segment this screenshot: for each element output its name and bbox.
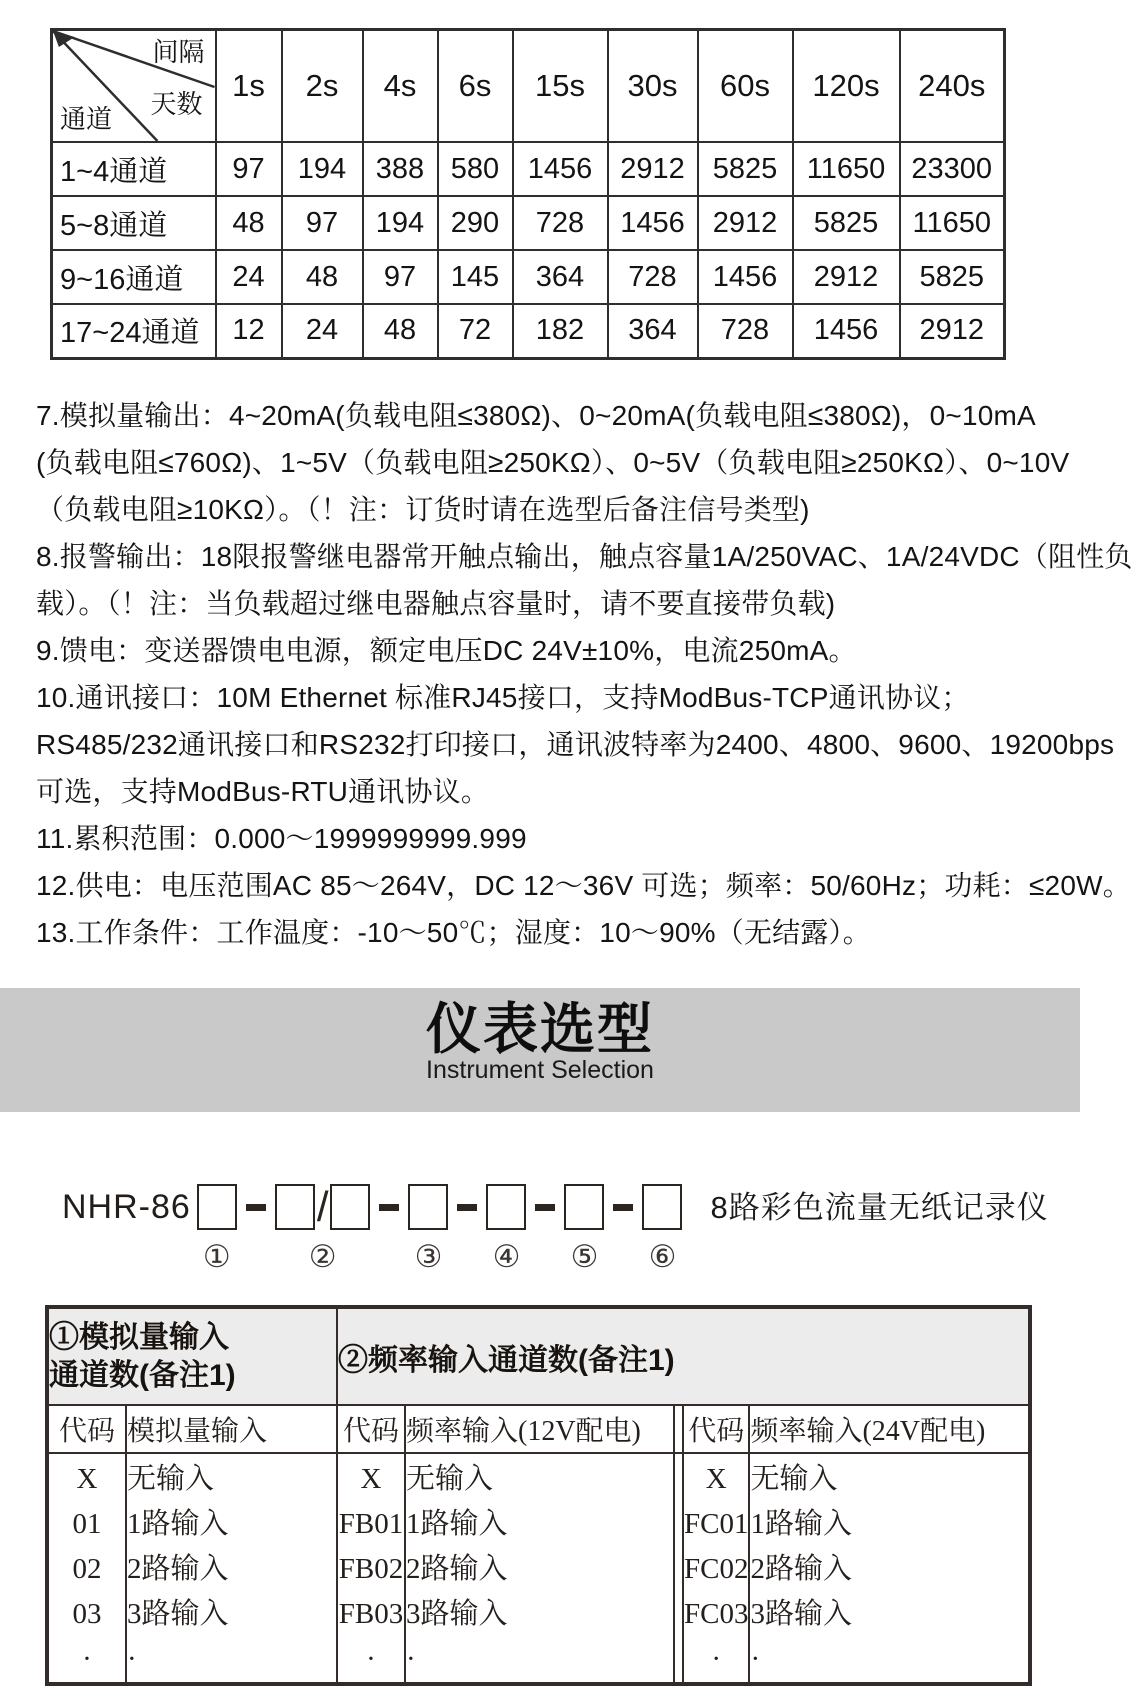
desc-value: 3路输入	[750, 1598, 852, 1630]
row-label: 9~16通道	[52, 250, 216, 304]
cell: 1456	[608, 196, 698, 250]
col-header: 1s	[216, 30, 282, 143]
col-header: 6s	[438, 30, 513, 143]
model-code-box	[275, 1184, 315, 1230]
freq12v-desc-list	[405, 1453, 674, 1684]
cell: 72	[438, 304, 513, 358]
desc-value: 1路输入	[127, 1508, 229, 1540]
cell: 24	[282, 304, 363, 358]
table-row	[52, 142, 1005, 196]
code-value: X	[360, 1463, 382, 1495]
desc-value: 3路输入	[127, 1598, 229, 1630]
sub-header-code: 代码	[683, 1405, 749, 1453]
spec-line: 11.累积范围：0.000～1999999999.999	[36, 823, 527, 854]
group-header-line: 通道数(备注1)	[49, 1358, 236, 1392]
cell: 48	[216, 196, 282, 250]
sub-header-analog-input: 模拟量输入	[126, 1405, 337, 1453]
marker-1: ①	[202, 1239, 231, 1274]
cell: 5825	[793, 196, 900, 250]
cell: 5825	[900, 250, 1005, 304]
model-code-box	[408, 1184, 448, 1230]
code-value: FC01	[684, 1508, 749, 1540]
spec-line: 10.通讯接口：10M Ethernet 标准RJ45接口，支持ModBus-TCP通讯协议；	[36, 682, 970, 713]
cell: 97	[282, 196, 363, 250]
spec-line: RS485/232通讯接口和RS232打印接口，通讯波特率为2400、4800、9600、19200bps	[36, 729, 1115, 760]
cell: 728	[513, 196, 608, 250]
cell: 97	[216, 142, 282, 196]
section-title: 仪表选型	[425, 998, 654, 1060]
marker-3: ③	[414, 1239, 443, 1274]
table-row	[52, 196, 1005, 250]
marker-4: ④	[492, 1239, 521, 1274]
model-code-segment-3	[408, 1183, 448, 1273]
marker-6: ⑥	[648, 1239, 677, 1274]
ellipsis-dot: ·	[366, 1643, 376, 1675]
model-code-box	[330, 1184, 370, 1230]
cell: 11650	[900, 196, 1005, 250]
desc-value: 2路输入	[406, 1553, 508, 1585]
desc-value: 2路输入	[750, 1553, 852, 1585]
sub-header-code: 代码	[337, 1405, 405, 1453]
ellipsis-dot: ·	[127, 1643, 137, 1675]
storage-capacity-table	[50, 28, 1006, 360]
group-divider	[674, 1405, 683, 1453]
col-header: 60s	[698, 30, 793, 143]
col-header: 2s	[282, 30, 363, 143]
slash-separator: /	[316, 1183, 329, 1230]
code-value: FB03	[338, 1598, 404, 1630]
cell: 24	[216, 250, 282, 304]
dash-separator	[613, 1204, 633, 1211]
group-header-analog	[47, 1307, 337, 1405]
code-value: X	[705, 1463, 727, 1495]
sub-header-row	[47, 1405, 1030, 1453]
col-header: 30s	[608, 30, 698, 143]
model-code-segment-6	[642, 1183, 682, 1273]
desc-value: 1路输入	[750, 1508, 852, 1540]
col-header: 4s	[363, 30, 438, 143]
desc-value: 1路输入	[406, 1508, 508, 1540]
spec-line: 7.模拟量输出：4~20mA(负载电阻≤380Ω)、0~20mA(负载电阻≤380Ω)，0~10mA	[36, 400, 1036, 431]
model-code-diagram	[62, 1183, 1049, 1273]
dash-separator	[457, 1204, 477, 1211]
row-label: 1~4通道	[52, 142, 216, 196]
cell: 5825	[698, 142, 793, 196]
group-divider	[674, 1453, 683, 1684]
cell: 97	[363, 250, 438, 304]
col-header: 120s	[793, 30, 900, 143]
sub-header-freq-24v: 频率输入(24V配电)	[749, 1405, 1030, 1453]
cell: 2912	[608, 142, 698, 196]
cell: 145	[438, 250, 513, 304]
cell: 182	[513, 304, 608, 358]
model-code-box	[564, 1184, 604, 1230]
code-value: FC03	[684, 1598, 749, 1630]
group-header-row	[47, 1307, 1030, 1405]
code-value: 01	[72, 1508, 102, 1540]
freq24v-desc-list	[749, 1453, 1030, 1684]
group-header-line: ①模拟量输入	[49, 1320, 229, 1354]
code-value: FB02	[338, 1553, 404, 1585]
section-banner	[0, 988, 1080, 1112]
option-rows	[47, 1453, 1030, 1684]
cell: 12	[216, 304, 282, 358]
model-code-box	[197, 1184, 237, 1230]
code-value: FC02	[684, 1553, 749, 1585]
freq24v-code-list	[683, 1453, 749, 1684]
cell: 364	[513, 250, 608, 304]
model-prefix: NHR-86	[62, 1188, 191, 1226]
cell: 194	[363, 196, 438, 250]
model-code-segment-1	[197, 1183, 237, 1273]
spec-line: 载）。（！注：当负载超过继电器触点容量时，请不要直接带负载)	[36, 588, 836, 619]
desc-value: 2路输入	[127, 1553, 229, 1585]
col-header: 240s	[900, 30, 1005, 143]
model-selection-table	[45, 1305, 1032, 1686]
ellipsis-dot: ·	[750, 1643, 761, 1675]
cell: 728	[608, 250, 698, 304]
spec-line: 8.报警输出：18限报警继电器常开触点输出，触点容量1A/250VAC、1A/24VDC（阻性负	[36, 541, 1133, 572]
cell: 48	[282, 250, 363, 304]
sub-header-freq-12v: 频率输入(12V配电)	[405, 1405, 674, 1453]
ellipsis-dot: ·	[406, 1643, 416, 1675]
cell: 2912	[900, 304, 1005, 358]
cell: 364	[608, 304, 698, 358]
code-value: FB01	[338, 1508, 404, 1540]
diagonal-corner-cell	[52, 30, 216, 143]
code-value: X	[76, 1463, 98, 1495]
freq12v-code-list	[337, 1453, 405, 1684]
row-label: 5~8通道	[52, 196, 216, 250]
spec-line: 可选，支持ModBus-RTU通讯协议。	[36, 776, 490, 807]
model-code-segment-4	[486, 1183, 526, 1273]
section-subtitle: Instrument Selection	[426, 1056, 654, 1084]
dash-separator	[535, 1204, 555, 1211]
desc-value: 无输入	[406, 1463, 494, 1495]
spec-line: 13.工作条件：工作温度：-10～50℃；湿度：10～90%（无结露）。	[36, 917, 871, 948]
spec-line: (负载电阻≤760Ω)、1~5V（负载电阻≥250KΩ）、0~5V（负载电阻≥250KΩ）、0~10V	[36, 447, 1070, 478]
model-code-box	[642, 1184, 682, 1230]
desc-value: 3路输入	[406, 1598, 508, 1630]
spec-line: 12.供电：电压范围AC 85～264V，DC 12～36V 可选；频率：50/60Hz；功耗：≤20W。	[36, 870, 1131, 901]
cell: 194	[282, 142, 363, 196]
cell: 2912	[698, 196, 793, 250]
spec-list	[36, 392, 1133, 956]
table-row	[52, 250, 1005, 304]
cell: 728	[698, 304, 793, 358]
code-value: 02	[72, 1553, 102, 1585]
dash-separator	[379, 1204, 399, 1211]
code-value: 03	[72, 1598, 102, 1630]
product-name: 8路彩色流量无纸记录仪	[710, 1190, 1049, 1225]
spec-line: （负载电阻≥10KΩ）。（！注：订货时请在选型后备注信号类型)	[36, 494, 810, 525]
cell: 388	[363, 142, 438, 196]
cell: 580	[438, 142, 513, 196]
model-code-segment-5	[564, 1183, 604, 1273]
desc-value: 无输入	[127, 1463, 215, 1495]
dash-separator	[246, 1204, 266, 1211]
desc-value: 无输入	[750, 1463, 838, 1495]
col-header: 15s	[513, 30, 608, 143]
cell: 11650	[793, 142, 900, 196]
cell: 23300	[900, 142, 1005, 196]
ellipsis-dot: ·	[711, 1643, 722, 1675]
cell: 48	[363, 304, 438, 358]
cell: 290	[438, 196, 513, 250]
marker-2: ②	[308, 1239, 337, 1274]
group-header-frequency: ②频率输入通道数(备注1)	[337, 1307, 1030, 1405]
table-header-row	[52, 30, 1005, 143]
cell: 1456	[793, 304, 900, 358]
analog-desc-list	[126, 1453, 337, 1684]
cell: 2912	[793, 250, 900, 304]
analog-code-list	[47, 1453, 126, 1684]
spec-line: 9.馈电：变送器馈电电源，额定电压DC 24V±10%，电流250mA。	[36, 635, 857, 666]
ellipsis-dot: ·	[82, 1643, 92, 1675]
table-row	[52, 304, 1005, 358]
corner-label-channel: 通道	[60, 104, 113, 134]
corner-label-interval: 间隔	[152, 37, 205, 67]
cell: 1456	[513, 142, 608, 196]
cell: 1456	[698, 250, 793, 304]
sub-header-code: 代码	[47, 1405, 126, 1453]
model-code-box	[486, 1184, 526, 1230]
corner-label-days: 天数	[150, 89, 203, 119]
marker-5: ⑤	[570, 1239, 599, 1274]
row-label: 17~24通道	[52, 304, 216, 358]
model-code-segment-2	[275, 1183, 371, 1273]
